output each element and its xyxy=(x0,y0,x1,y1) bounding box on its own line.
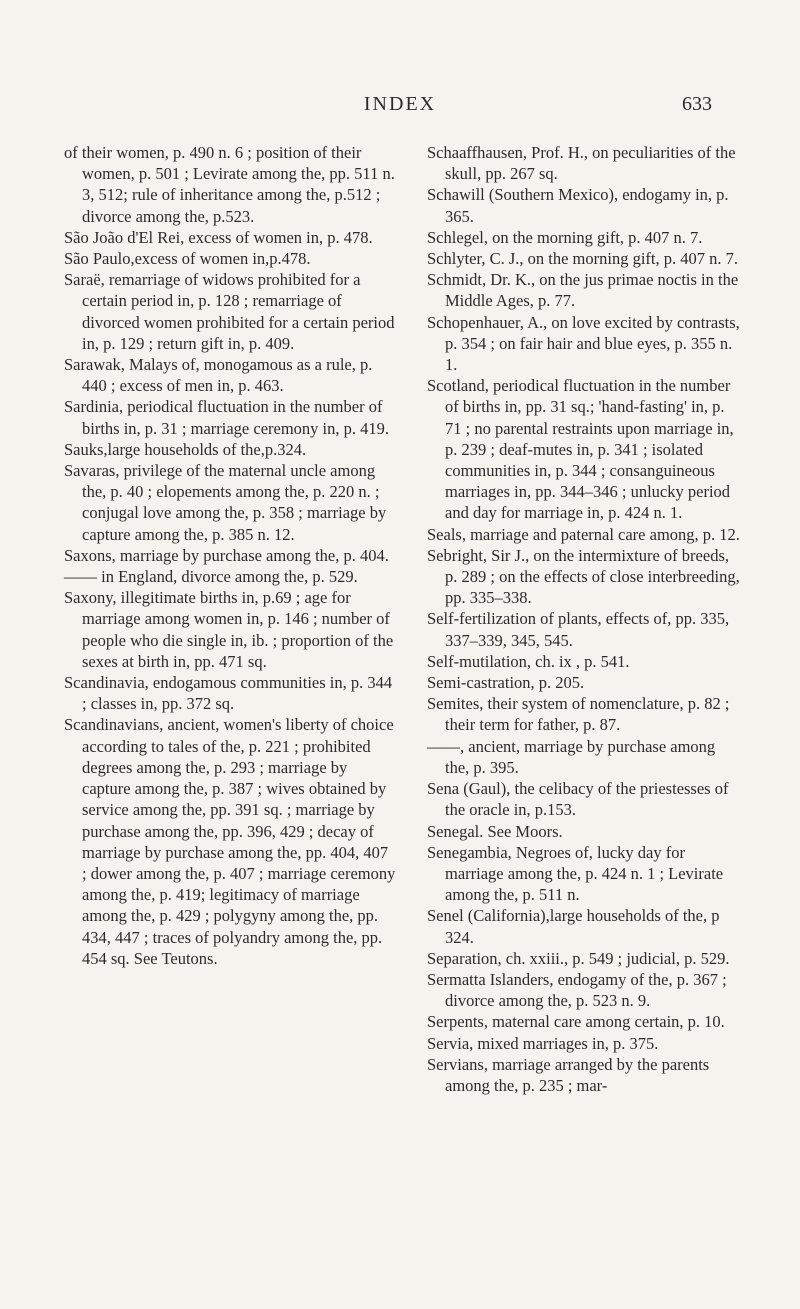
index-entry: Sardinia, periodical fluctuation in the number of births in, p. 31 ; marriage ceremony in, p. 419. xyxy=(64,397,390,438)
index-entry: Self-fertilization of plants, effects of, pp. 335, 337–339, 345, 545. xyxy=(427,609,730,650)
index-entry: Schlyter, C. J., on the morning gift, p. 407 n. 7. xyxy=(427,249,738,269)
index-entry: Sebright, Sir J., on the intermixture of breeds, p. 289 ; on the effects of close interbreeding, pp. 335–338. xyxy=(427,545,740,608)
index-entry: Serpents, maternal care among certain, p. 10. xyxy=(427,1012,725,1032)
index-entry: Separation, ch. xxiii., p. 549 ; judicial, p. 529. xyxy=(427,948,730,968)
index-entry: Semites, their system of nomenclature, p. 82 ; their term for father, p. 87. xyxy=(427,694,730,735)
right-column xyxy=(427,142,741,1096)
running-title: INDEX xyxy=(363,93,437,115)
index-entry: Sauks,large households of the,p.324. xyxy=(64,439,307,459)
index-entry: São Paulo,excess of women in,p.478. xyxy=(64,249,311,269)
index-entry: Servians, marriage arranged by the parents among the, p. 235 ; mar- xyxy=(427,1054,710,1095)
index-entry: Seals, marriage and paternal care among, p. 12. xyxy=(427,524,740,544)
index-entry: São João d'El Rei, excess of women in, p. 478. xyxy=(64,227,373,247)
page-header xyxy=(0,93,800,123)
index-entry: Servia, mixed marriages in, p. 375. xyxy=(427,1033,659,1053)
index-entry: Savaras, privilege of the maternal uncle among the, p. 40 ; elopements among the, p. 220 n. ; conjugal love among the, p. 358 ; marriage by capture among the, p. 385 n. 12. xyxy=(64,461,387,544)
index-entry: Schaaffhausen, Prof. H., on peculiarities of the skull, pp. 267 sq. xyxy=(427,143,736,184)
index-entry: Senegambia, Negroes of, lucky day for marriage among the, p. 424 n. 1 ; Levirate among the, p. 511 n. xyxy=(427,842,724,905)
index-entry: Schawill (Southern Mexico), endogamy in, p. 365. xyxy=(427,185,729,226)
index-entry: Saraë, remarriage of widows prohibited for a certain period in, p. 128 ; remarriage of divorced women prohibited for a certain period in, p. 129 ; return gift in, p. 409. xyxy=(64,270,395,353)
index-entry: of their women, p. 490 n. 6 ; position of their women, p. 501 ; Levirate among the, pp. 511 n. 3, 512; rule of inheritance among the, p.512 ; divorce among the, p.523. xyxy=(64,143,395,226)
index-entry: Semi-castration, p. 205. xyxy=(427,673,585,693)
index-entry: ——, ancient, marriage by purchase among the, p. 395. xyxy=(427,736,716,777)
index-entry: Sermatta Islanders, endogamy of the, p. 367 ; divorce among the, p. 523 n. 9. xyxy=(427,969,727,1011)
index-entry: Saxons, marriage by purchase among the, p. 404. xyxy=(64,545,389,565)
index-entry: Scandinavians, ancient, women's liberty of choice according to tales of the, p. 221 ; prohibited degrees among the, p. 293 ; marriage by capture among the, p. 387 ; wives obtained by service among the, pp. 391 sq. ; marriage by purchase among the, pp. 396, 429 ; decay of marriage by purchase among the, pp. 404, 407 ; dower among the, p. 407 ; marriage ceremony among the, p. 419; legitimacy of marriage among the, p. 429 ; polygyny among the, pp. 434, 447 ; traces of polyandry among the, pp. 454 sq. See Teutons. xyxy=(64,715,396,968)
index-entry: Senegal. See Moors. xyxy=(427,821,563,841)
left-column xyxy=(64,142,396,969)
index-entry: Senel (California),large households of the, p 324. xyxy=(427,906,720,947)
index-entry: —— in England, divorce among the, p. 529. xyxy=(64,567,358,587)
index-entry: Self-mutilation, ch. ix , p. 541. xyxy=(427,651,630,671)
index-entry: Schopenhauer, A., on love excited by contrasts, p. 354 ; on fair hair and blue eyes, p. 355 n. 1. xyxy=(427,312,740,375)
page-number: 633 xyxy=(682,93,712,115)
index-entry: Sena (Gaul), the celibacy of the priestesses of the oracle in, p.153. xyxy=(427,779,729,820)
index-entry: Scandinavia, endogamous communities in, p. 344 ; classes in, pp. 372 sq. xyxy=(64,673,393,714)
index-entry: Scotland, periodical fluctuation in the number of births in, pp. 31 sq.; 'hand-fasting' in, p. 71 ; no parental restraints upon marriage in, p. 239 ; deaf-mutes in, p. 341 ; isolated communities in, p. 344 ; consanguineous marriages in, pp. 344–346 ; unlucky period and day for marriage in, p. 424 n. 1. xyxy=(427,376,734,523)
index-entry: Schlegel, on the morning gift, p. 407 n. 7. xyxy=(427,227,703,247)
index-entry: Sarawak, Malays of, monogamous as a rule, p. 440 ; excess of men in, p. 463. xyxy=(64,355,373,396)
index-entry: Saxony, illegitimate births in, p.69 ; age for marriage among women in, p. 146 ; number of people who die single in, ib. ; proportion of the sexes at birth in, pp. 471 sq. xyxy=(64,588,394,671)
index-entry: Schmidt, Dr. K., on the jus primae noctis in the Middle Ages, p. 77. xyxy=(427,270,739,311)
